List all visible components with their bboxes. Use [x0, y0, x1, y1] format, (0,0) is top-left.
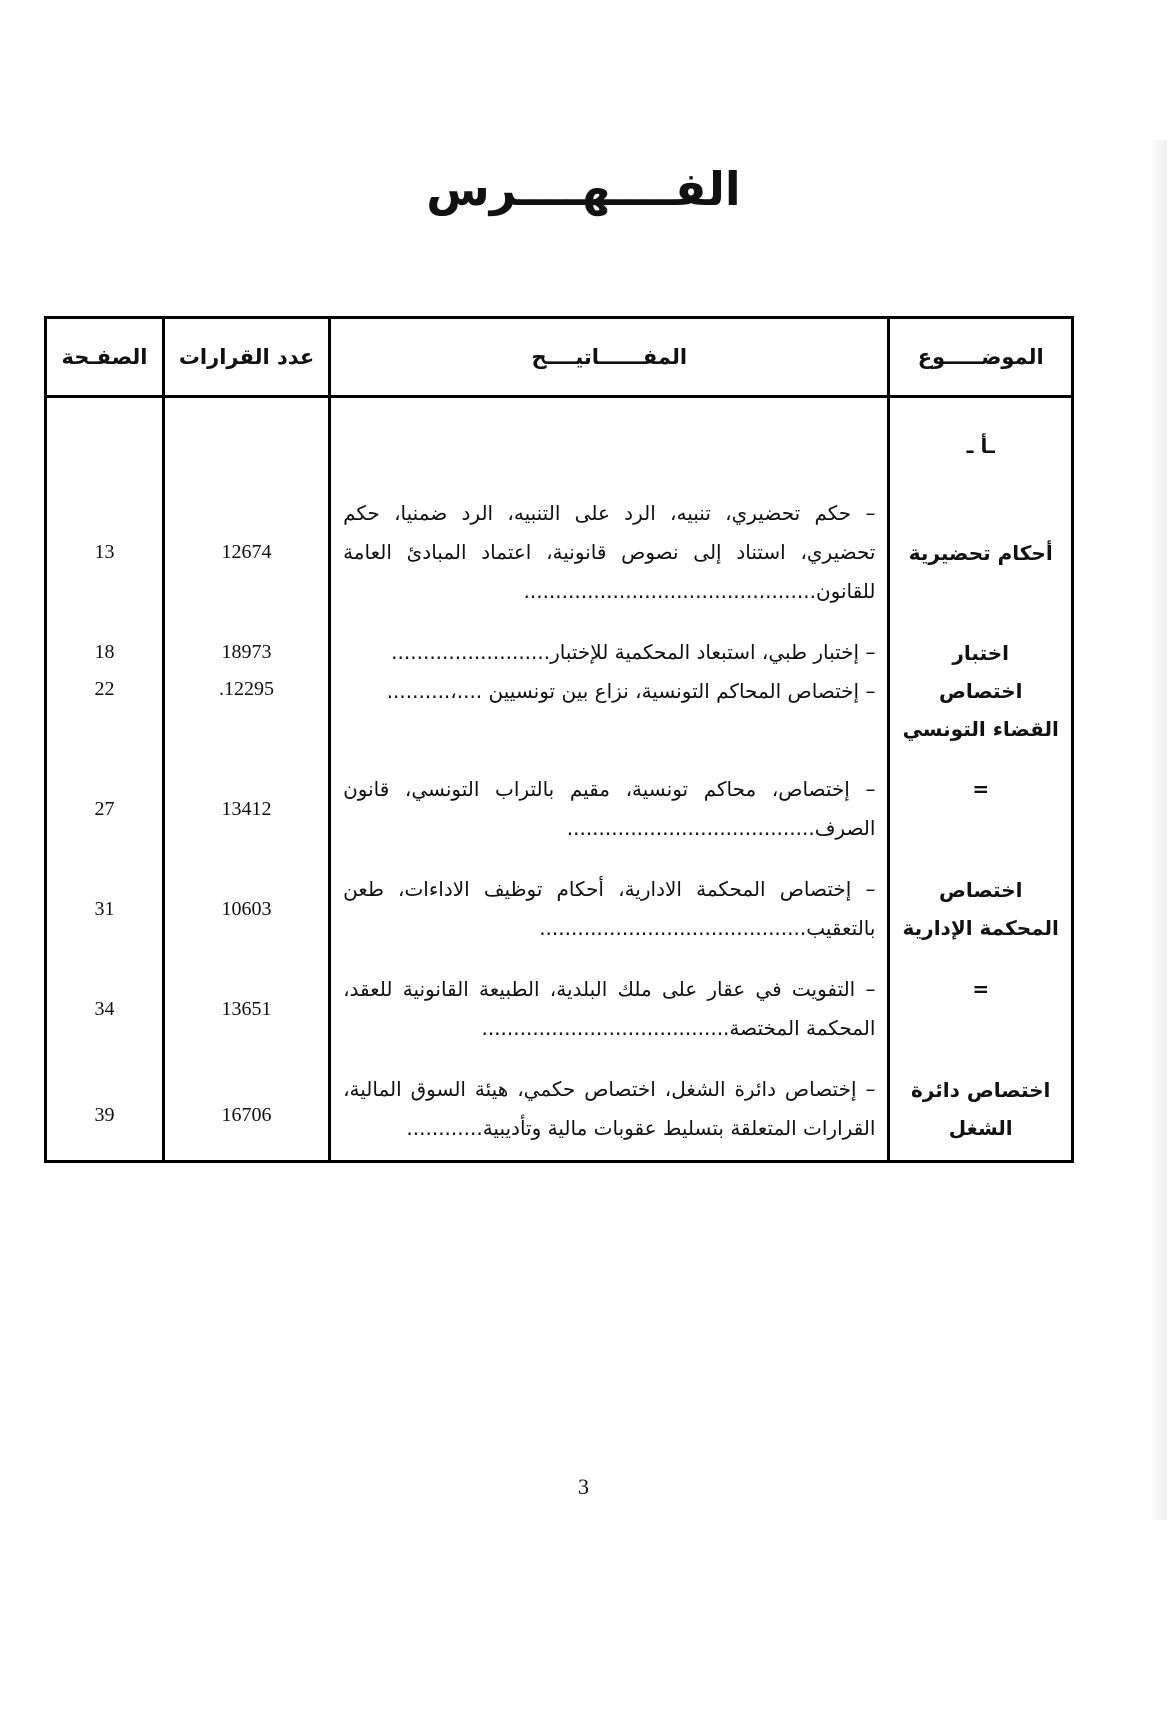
row-keywords: – إختصاص، محاكم تونسية، مقيم بالتراب التونسي، قانون الصرف.......................................: [330, 770, 889, 848]
row-page: 27: [46, 770, 164, 848]
row-page: 18: [46, 633, 164, 672]
section-letter-row: [46, 397, 1073, 495]
row-keywords: – إختصاص دائرة الشغل، اختصاص حكمي، هيئة السوق المالية، القرارات المتعلقة بتسليط عقوبات مالية وتأديبية............: [330, 1070, 889, 1162]
row-subject: أحكام تحضيرية: [889, 494, 1073, 611]
row-subject: =: [889, 770, 1073, 848]
table-row: [46, 672, 1073, 748]
table-header-row: [46, 318, 1073, 397]
row-subject: اختصاص القضاء التونسي: [889, 672, 1073, 748]
index-table: [44, 316, 1074, 1163]
row-page: 34: [46, 970, 164, 1048]
row-page: 39: [46, 1070, 164, 1162]
row-subject: =: [889, 970, 1073, 1048]
page-number: 3: [578, 1474, 589, 1499]
scan-edge-shadow: [1149, 140, 1167, 1520]
table-row: [46, 633, 1073, 672]
row-keywords: – التفويت في عقار على ملك البلدية، الطبيعة القانونية للعقد، المحكمة المختصة.......................................: [330, 970, 889, 1048]
table-row: [46, 1070, 1073, 1162]
row-decision-number: 12295.: [164, 672, 330, 748]
row-page: 31: [46, 870, 164, 948]
row-decision-number: 16706: [164, 1070, 330, 1162]
row-keywords: – إختصاص المحاكم التونسية، نزاع بين تونسيين ....،..........: [330, 672, 889, 748]
row-keywords: – إختبار طبي، استبعاد المحكمية للإختبار.........................: [330, 633, 889, 672]
row-decision-number: 10603: [164, 870, 330, 948]
row-keywords: – حكم تحضيري، تنبيه، الرد على التنبيه، الرد ضمنيا، حكم تحضيري، استناد إلى نصوص قانونية، اعتماد المبادئ العامة للقانون..............................................: [330, 494, 889, 611]
row-keywords: – إختصاص المحكمة الادارية، أحكام توظيف الاداءات، طعن بالتعقيب..........................................: [330, 870, 889, 948]
header-page: الصفـحة: [46, 318, 164, 397]
row-decision-number: 12674: [164, 494, 330, 611]
table-row: [46, 494, 1073, 611]
row-decision-number: 13651: [164, 970, 330, 1048]
row-page: 22: [46, 672, 164, 748]
page-title: الفــــهــــرس: [426, 162, 741, 216]
header-subject: الموضـــــوع: [889, 318, 1073, 397]
row-page: 13: [46, 494, 164, 611]
row-subject: اختصاص دائرة الشغل: [889, 1070, 1073, 1162]
table-row: [46, 970, 1073, 1048]
table-row: [46, 870, 1073, 948]
header-decision-number: عدد القرارات: [164, 318, 330, 397]
section-letter: ـأ ـ: [889, 397, 1073, 495]
header-keywords: المفــــــاتيــــح: [330, 318, 889, 397]
row-subject: اختبار: [889, 633, 1073, 672]
table-row: [46, 770, 1073, 848]
row-decision-number: 13412: [164, 770, 330, 848]
row-decision-number: 18973: [164, 633, 330, 672]
row-subject: اختصاص المحكمة الإدارية: [889, 870, 1073, 948]
